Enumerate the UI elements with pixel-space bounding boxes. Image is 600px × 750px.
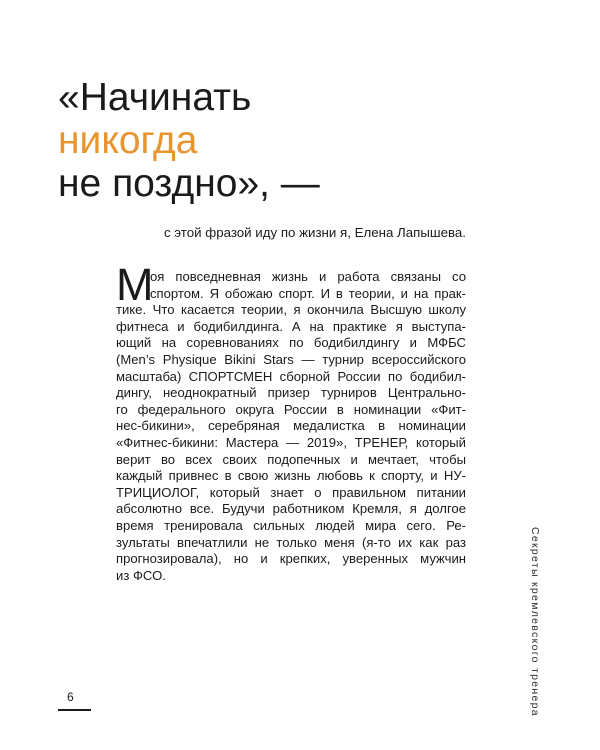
body-line: фитнеса и бодибилдинга. А на практике я выступа-	[116, 318, 466, 334]
body-line: масштаба) СПОРТСМЕН сборной России по бодибил-	[116, 368, 466, 384]
quote-line-3: не поздно», —	[58, 162, 320, 205]
quote-line-2-accent: никогда	[58, 119, 198, 162]
body-line: спортом. Я обожаю спорт. И в теории, и на прак-	[150, 285, 466, 301]
body-line: из ФСО.	[116, 567, 166, 583]
body-line: го федерального округа России в номинации «Фит-	[116, 401, 466, 417]
body-line: каждый привнес в свою жизнь любовь к спорту, и НУ-	[116, 468, 466, 484]
drop-cap: М	[116, 259, 154, 310]
body-line: (Men’s Physique Bikini Stars — турнир всероссийского	[116, 351, 466, 367]
body-line: зультаты впечатлили не только меня (я-то их как раз	[116, 534, 466, 550]
body-line: оя повседневная жизнь и работа связаны со	[150, 269, 466, 284]
body-line: абсолютно все. Будучи работником Кремля, я долгое	[116, 501, 466, 517]
body-line: верит во всех своих подопечных и мечтает, чтобы	[116, 451, 466, 467]
body-line: ТРИЦИОЛОГ, который знает о правильном питании	[116, 484, 466, 500]
body-paragraph	[116, 269, 466, 584]
pull-quote	[58, 76, 320, 205]
body-line: дингу, неоднократный призер турниров Центрально-	[116, 385, 466, 401]
quote-line-1: «Начинать	[58, 76, 252, 119]
body-line: нес-бикини», серебряная медалистка в номинации	[116, 418, 466, 434]
running-title: Секреты кремлевского тренера	[529, 527, 541, 717]
body-line: тике. Что касается теории, я окончила Высшую школу	[116, 302, 466, 318]
body-line: ющий на соревнованиях по бодибилдингу и МФБС	[116, 335, 466, 351]
body-line: прогнозировала), но и крепких, уверенных мужчин	[116, 551, 466, 567]
body-line: «Фитнес-бикини: Мастера — 2019», ТРЕНЕР, который	[116, 434, 466, 450]
page-number-rule	[58, 709, 91, 711]
body-line: время тренировала сильных людей мира сего. Ре-	[116, 517, 466, 533]
page-number: 6	[67, 690, 74, 704]
quote-attribution: с этой фразой иду по жизни я, Елена Лапышева.	[163, 225, 466, 240]
